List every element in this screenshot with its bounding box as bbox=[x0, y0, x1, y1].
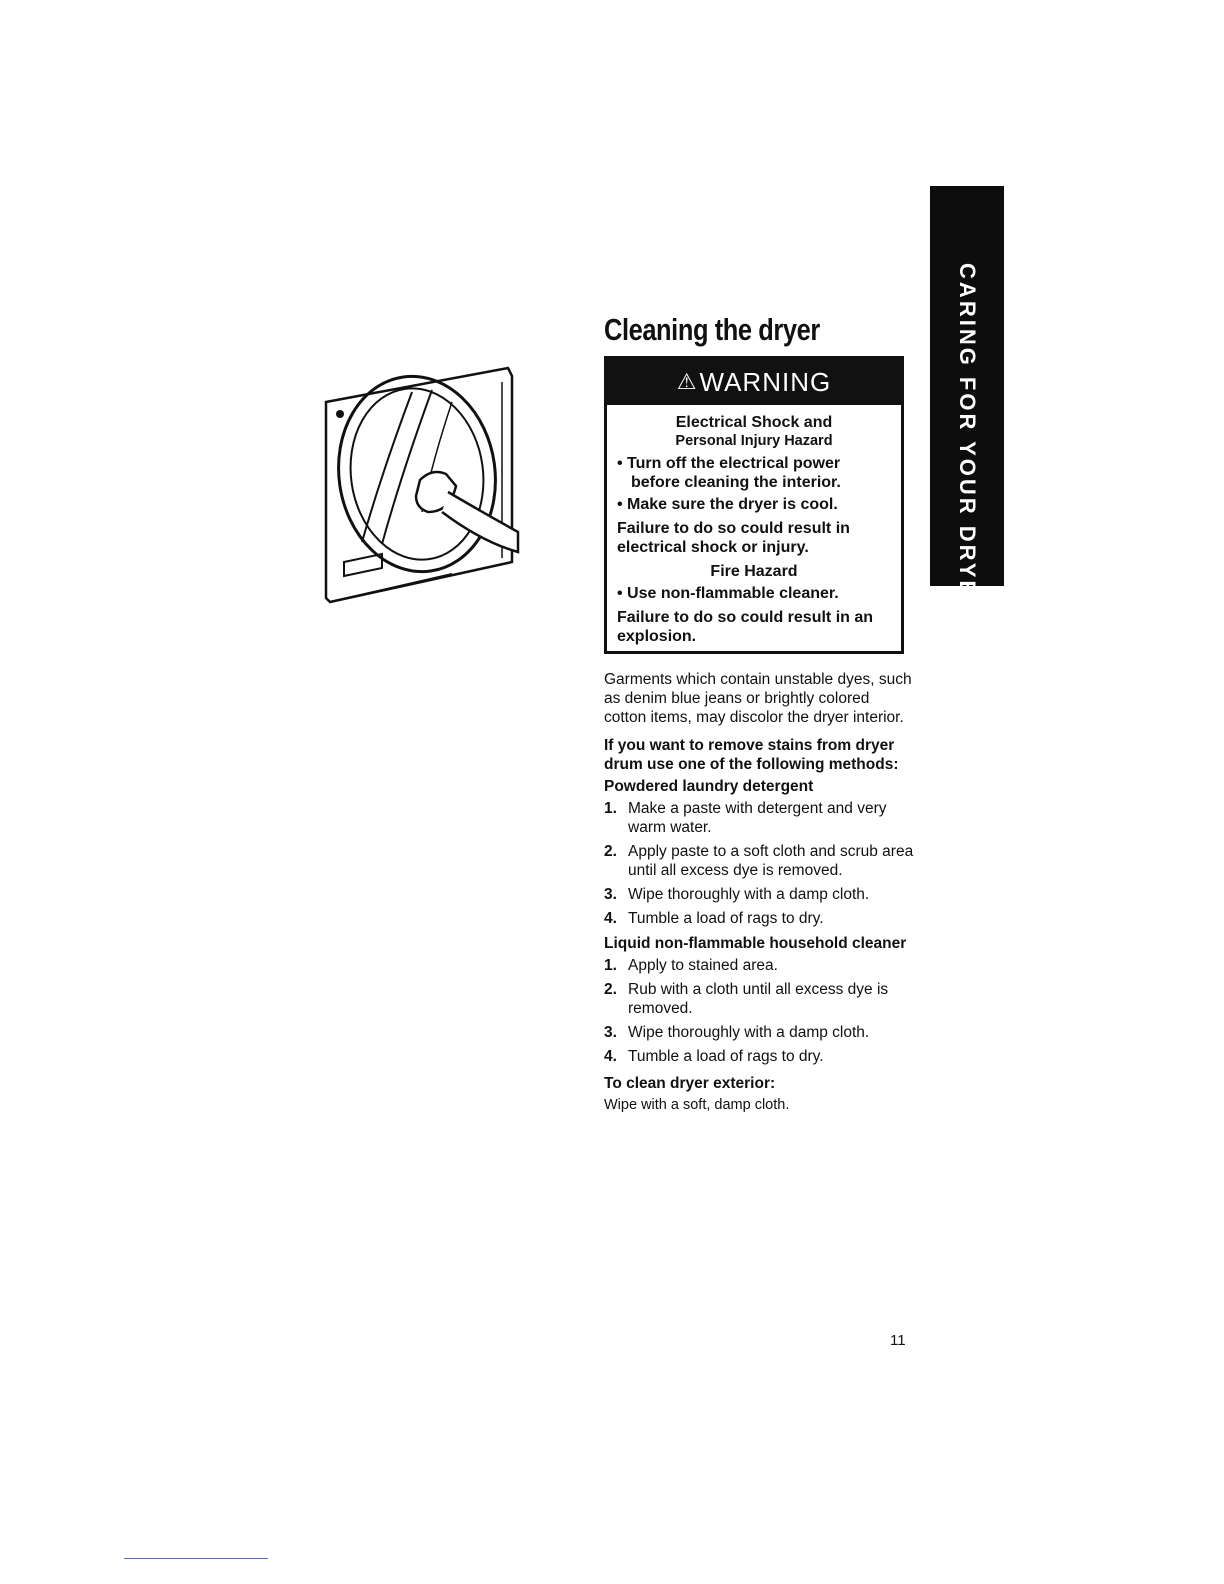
warning-header-label: WARNING bbox=[699, 366, 832, 397]
method-heading: Powdered laundry detergent bbox=[604, 778, 814, 795]
exterior-heading: To clean dryer exterior: bbox=[604, 1075, 776, 1092]
list-item: 4. Tumble a load of rags to dry. bbox=[604, 910, 824, 927]
hazard-subtitle: Personal Injury Hazard bbox=[675, 433, 833, 449]
warning-bullet: • Make sure the dryer is cool. bbox=[617, 496, 838, 513]
list-item: 2. Apply paste to a soft cloth and scrub area until all excess dye is removed. bbox=[604, 843, 914, 879]
warning-bullet: • Use non-flammable cleaner. bbox=[617, 585, 839, 602]
hazard-title: Electrical Shock and bbox=[675, 414, 833, 431]
warning-failure-text: Failure to do so could result in electrical shock or injury. bbox=[617, 520, 850, 556]
warning-bullet bbox=[617, 454, 891, 492]
method-steps bbox=[604, 956, 914, 1066]
warning-bullet-text: • Turn off the electrical power bbox=[617, 455, 841, 472]
list-item: 4. Tumble a load of rags to dry. bbox=[604, 1048, 824, 1065]
list-item: 1. Apply to stained area. bbox=[604, 957, 778, 974]
list-item: 3. Wipe thoroughly with a damp cloth. bbox=[604, 886, 870, 903]
stains-heading: If you want to remove stains from dryer drum use one of the following methods: bbox=[604, 737, 899, 773]
exterior-text: Wipe with a soft, damp cloth. bbox=[604, 1097, 790, 1113]
list-item: 1. Make a paste with detergent and very warm water. bbox=[604, 800, 887, 836]
method-steps bbox=[604, 799, 914, 928]
page-title: Cleaning the dryer bbox=[604, 312, 820, 347]
warning-header bbox=[607, 359, 901, 405]
method-heading: Liquid non-flammable household cleaner bbox=[604, 935, 907, 952]
list-item: 3. Wipe thoroughly with a damp cloth. bbox=[604, 1024, 870, 1041]
warning-triangle-icon: ⚠ bbox=[676, 369, 698, 394]
warning-box bbox=[604, 356, 904, 654]
warning-body bbox=[607, 405, 901, 646]
list-item: 2. Rub with a cloth until all excess dye is removed. bbox=[604, 981, 889, 1017]
page-number: 11 bbox=[890, 1332, 906, 1349]
warning-failure-text: Failure to do so could result in an explosion. bbox=[617, 609, 874, 645]
footer-rule bbox=[124, 1558, 268, 1559]
main-content bbox=[604, 670, 914, 1115]
dryer-cleaning-illustration bbox=[322, 362, 522, 612]
section-tab-label: CARING FOR YOUR DRYER bbox=[955, 263, 980, 617]
intro-paragraph: Garments which contain unstable dyes, such as denim blue jeans or brightly colored cotton items, may discolor the dryer interior. bbox=[604, 671, 912, 726]
warning-bullet-continuation: before cleaning the interior. bbox=[631, 474, 841, 491]
hazard-title: Fire Hazard bbox=[710, 563, 798, 580]
